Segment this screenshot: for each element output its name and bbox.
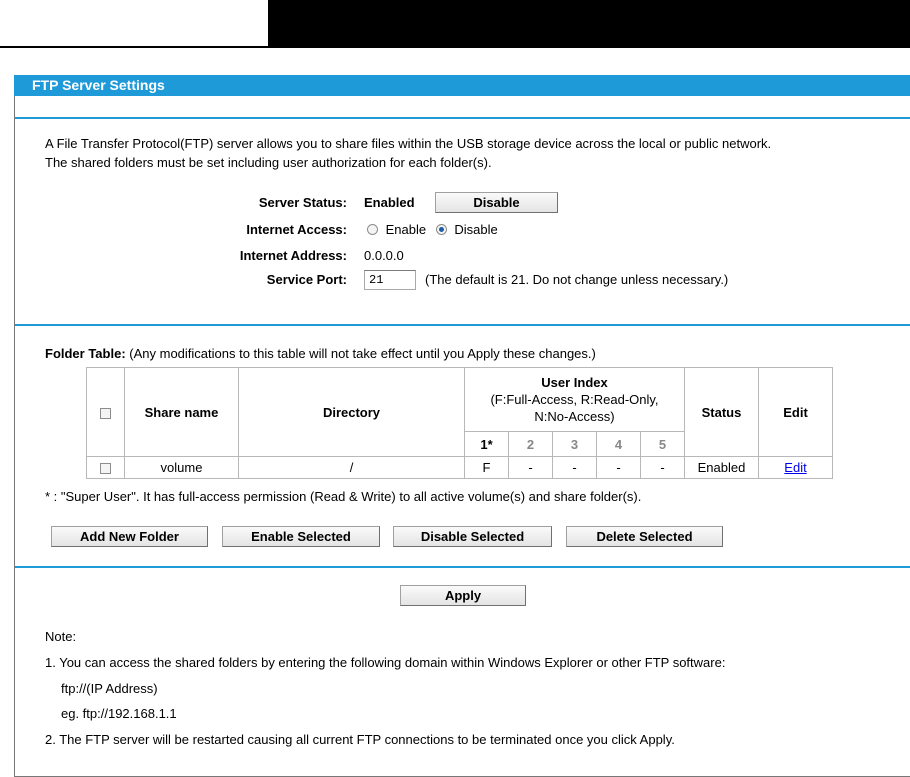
user-index-2: 2 xyxy=(509,432,553,457)
row-checkbox[interactable] xyxy=(100,463,111,474)
row-access-1: F xyxy=(465,457,509,479)
internet-access-disable-label: Disable xyxy=(454,222,498,237)
description-line-2: The shared folders must be set including user authorization for each folder(s). xyxy=(45,155,492,170)
folder-table-label: Folder Table: xyxy=(45,346,126,361)
page-title: FTP Server Settings xyxy=(14,75,910,96)
col-share-name: Share name xyxy=(125,368,239,457)
service-port-label: Service Port: xyxy=(266,272,347,287)
internet-address-value: 0.0.0.0 xyxy=(364,248,404,263)
row-directory: / xyxy=(239,457,465,479)
apply-button[interactable]: Apply xyxy=(400,585,526,606)
note-item-1-example-2: eg. ftp://192.168.1.1 xyxy=(61,706,177,721)
divider xyxy=(15,324,910,326)
row-select-cell xyxy=(87,457,125,479)
row-edit-link[interactable]: Edit xyxy=(784,460,807,475)
folder-table-heading xyxy=(45,346,596,361)
divider xyxy=(15,566,910,568)
divider xyxy=(15,117,910,119)
super-user-footnote: * : "Super User". It has full-access permission (Read & Write) to all active volume(s) and share folder(s). xyxy=(45,489,642,504)
select-all-cell xyxy=(87,368,125,457)
row-share-name: volume xyxy=(125,457,239,479)
user-index-legend-1: (F:Full-Access, R:Read-Only, xyxy=(490,392,659,407)
col-edit: Edit xyxy=(759,368,833,457)
row-access-2: - xyxy=(509,457,553,479)
disable-selected-button[interactable]: Disable Selected xyxy=(393,526,552,547)
delete-selected-button[interactable]: Delete Selected xyxy=(566,526,723,547)
enable-selected-button[interactable]: Enable Selected xyxy=(222,526,380,547)
note-item-2: 2. The FTP server will be restarted causing all current FTP connections to be terminated once you click Apply. xyxy=(45,732,675,747)
header-black-bar xyxy=(268,0,910,48)
row-edit-cell xyxy=(759,457,833,479)
service-port-input[interactable] xyxy=(364,270,416,290)
select-all-checkbox[interactable] xyxy=(100,408,111,419)
description-line-1: A File Transfer Protocol(FTP) server allows you to share files within the USB storage device across the local or public network. xyxy=(45,136,772,151)
user-index-5: 5 xyxy=(641,432,685,457)
user-index-4: 4 xyxy=(597,432,641,457)
user-index-1: 1* xyxy=(465,432,509,457)
row-access-5: - xyxy=(641,457,685,479)
header-left-panel xyxy=(0,0,268,48)
folder-table xyxy=(86,367,833,479)
service-port-note: (The default is 21. Do not change unless necessary.) xyxy=(425,272,729,287)
internet-address-label: Internet Address: xyxy=(239,248,347,263)
row-access-3: - xyxy=(553,457,597,479)
user-index-title: User Index xyxy=(541,375,608,390)
server-status-value: Enabled xyxy=(364,195,415,210)
row-access-4: - xyxy=(597,457,641,479)
server-status-label: Server Status: xyxy=(258,195,347,210)
internet-access-options xyxy=(367,222,498,237)
note-item-1-example-1: ftp://(IP Address) xyxy=(61,681,158,696)
internet-access-enable-radio[interactable] xyxy=(367,224,378,235)
col-directory: Directory xyxy=(239,368,465,457)
table-row xyxy=(87,457,833,479)
toggle-server-button[interactable]: Disable xyxy=(435,192,558,213)
note-item-1: 1. You can access the shared folders by entering the following domain within Windows Explorer or other FTP software: xyxy=(45,655,726,670)
col-status: Status xyxy=(685,368,759,457)
note-heading: Note: xyxy=(45,629,77,644)
row-status: Enabled xyxy=(685,457,759,479)
internet-access-label: Internet Access: xyxy=(246,222,347,237)
user-index-3: 3 xyxy=(553,432,597,457)
folder-table-note: (Any modifications to this table will not take effect until you Apply these changes.) xyxy=(125,346,596,361)
user-index-legend-2: N:No-Access) xyxy=(534,409,615,424)
col-user-index xyxy=(465,368,685,432)
add-new-folder-button[interactable]: Add New Folder xyxy=(51,526,208,547)
internet-access-enable-label: Enable xyxy=(385,222,427,237)
internet-access-disable-radio[interactable] xyxy=(436,224,447,235)
